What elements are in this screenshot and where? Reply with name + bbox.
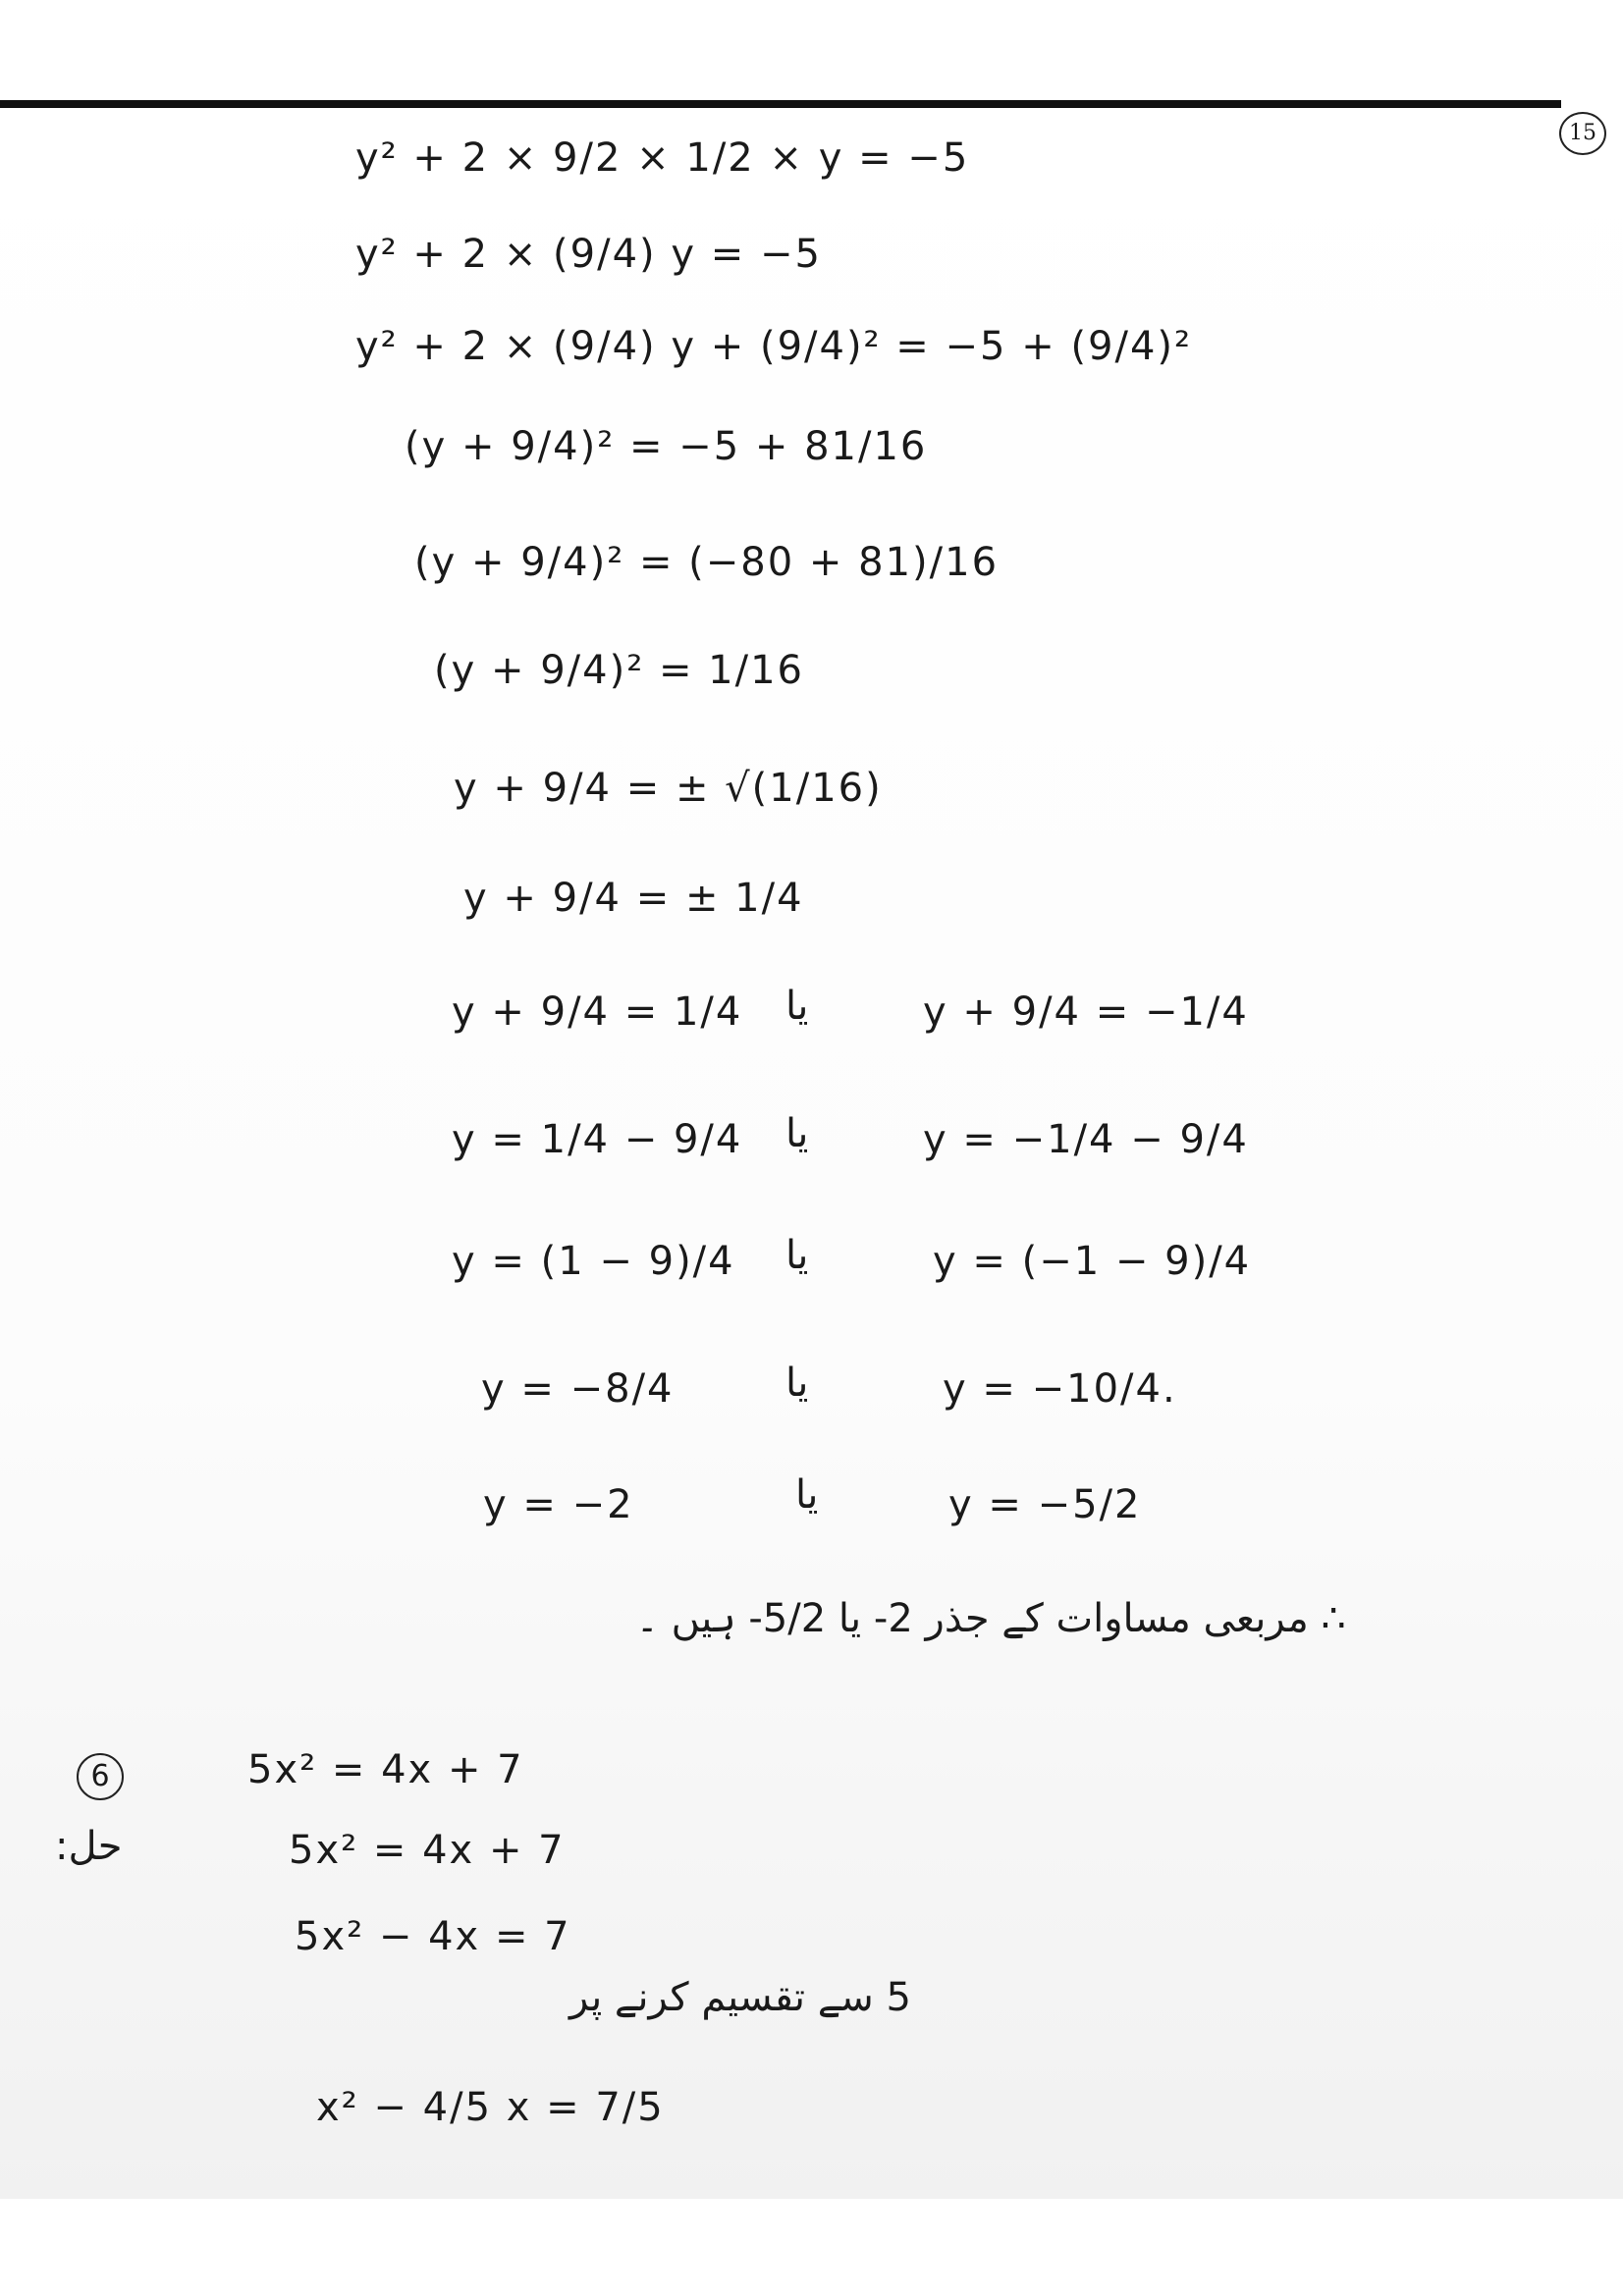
step-line: y + 9/4 = ± √(1/16) xyxy=(454,766,883,811)
case-right: y = −10/4. xyxy=(943,1366,1177,1412)
case-or: یا xyxy=(795,1472,819,1518)
question-statement: 5x² = 4x + 7 xyxy=(247,1747,524,1792)
solution-line: 5x² = 4x + 7 xyxy=(289,1828,566,1873)
page-top-margin xyxy=(0,0,1623,98)
case-right: y = −5/2 xyxy=(948,1482,1142,1527)
step-line: y² + 2 × (9/4) y = −5 xyxy=(355,232,822,277)
case-right: y = (−1 − 9)/4 xyxy=(933,1239,1252,1284)
case-or: یا xyxy=(785,984,809,1029)
step-line: (y + 9/4)² = −5 + 81/16 xyxy=(405,424,928,469)
solution-line: 5x² − 4x = 7 xyxy=(295,1914,571,1959)
case-left: y = −2 xyxy=(483,1482,634,1527)
case-or: یا xyxy=(785,1111,809,1156)
case-or: یا xyxy=(785,1233,809,1278)
page-number: 15 xyxy=(1559,112,1606,155)
paper-sheet xyxy=(0,108,1623,2199)
solution-line: x² − 4/5 x = 7/5 xyxy=(316,2085,665,2130)
case-left: y = −8/4 xyxy=(481,1366,675,1412)
step-line: y + 9/4 = ± 1/4 xyxy=(463,876,804,921)
step-line: y² + 2 × 9/2 × 1/2 × y = −5 xyxy=(355,135,970,181)
case-left: y = 1/4 − 9/4 xyxy=(452,1117,743,1162)
case-left: y + 9/4 = 1/4 xyxy=(452,989,743,1035)
case-right: y + 9/4 = −1/4 xyxy=(923,989,1249,1035)
page-top-rule xyxy=(0,100,1561,108)
conclusion-text: ∴ مربعی مساوات کے جذر 2- یا 5/2- ہیں ۔ xyxy=(635,1596,1346,1641)
case-or: یا xyxy=(785,1361,809,1406)
question-number: 6 xyxy=(77,1753,124,1800)
solution-label: حل: xyxy=(55,1824,123,1869)
case-left: y = (1 − 9)/4 xyxy=(452,1239,735,1284)
step-line: (y + 9/4)² = (−80 + 81)/16 xyxy=(414,540,1000,585)
case-right: y = −1/4 − 9/4 xyxy=(923,1117,1249,1162)
page-bottom-margin xyxy=(0,2199,1623,2296)
step-line: (y + 9/4)² = 1/16 xyxy=(434,648,805,693)
division-note: 5 سے تقسیم کرنے پر xyxy=(569,1975,911,2020)
step-line: y² + 2 × (9/4) y + (9/4)² = −5 + (9/4)² xyxy=(355,324,1193,369)
